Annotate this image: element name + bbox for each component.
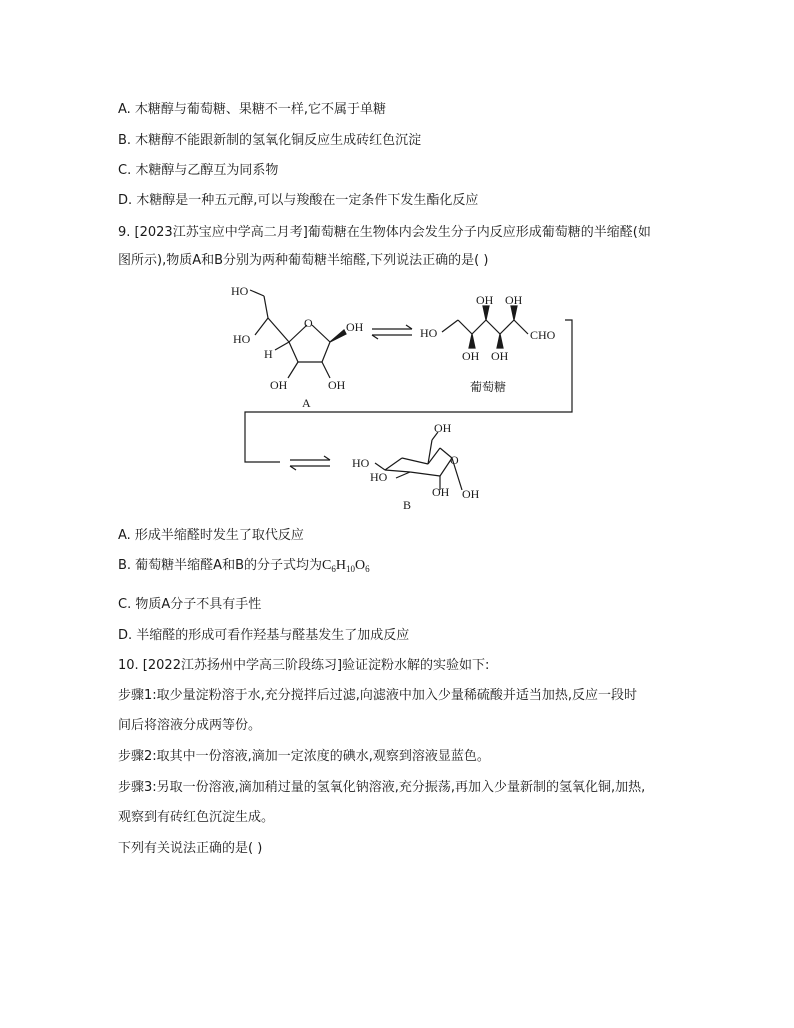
formula-o: O <box>354 558 366 573</box>
fig-label-b: B <box>403 498 412 512</box>
fig-a-oh-right: OH <box>346 320 364 334</box>
q10-stem: 10. [2022江苏扬州中学高三阶段练习]验证淀粉水解的实验如下: <box>118 658 490 673</box>
fig-label-a: A <box>302 396 311 410</box>
fig-a-oh-bottom-left: OH <box>270 378 288 392</box>
fig-glucose-oh-2: OH <box>505 293 523 307</box>
fig-b-oh-bottom: OH <box>432 485 450 499</box>
fig-b-oh-right: OH <box>462 487 480 501</box>
q9-option-b <box>118 557 370 578</box>
fig-glucose-oh-3: OH <box>462 349 480 363</box>
formula-c: C <box>322 558 332 573</box>
fig-a-oh-bottom-right: OH <box>328 378 346 392</box>
fig-b-oh-top: OH <box>434 421 452 435</box>
fig-a-h: H <box>264 347 273 361</box>
q9-option-b-text: B. 葡萄糖半缩醛A和B的分子式均为 <box>118 558 322 573</box>
formula-c-sub: 6 <box>331 564 336 574</box>
q10-step3-line2: 观察到有砖红色沉淀生成。 <box>118 810 275 825</box>
q8-option-d: D. 木糖醇是一种五元醇,可以与羧酸在一定条件下发生酯化反应 <box>118 193 479 208</box>
q10-step2: 步骤2:取其中一份溶液,滴加一定浓度的碘水,观察到溶液显蓝色。 <box>118 749 490 764</box>
fig-a-ho-top: HO <box>231 284 249 298</box>
q9-option-c: C. 物质A分子不具有手性 <box>118 597 262 612</box>
fig-b-ho-1: HO <box>352 456 370 470</box>
q10-question: 下列有关说法正确的是( ) <box>118 841 263 856</box>
q9-stem-line2: 图所示),物质A和B分别为两种葡萄糖半缩醛,下列说法正确的是( ) <box>118 253 489 268</box>
molecular-formula <box>322 558 370 573</box>
fig-b-ho-2: HO <box>370 470 388 484</box>
formula-h-sub: 10 <box>345 564 355 574</box>
formula-o-sub: 6 <box>365 564 370 574</box>
glucose-hemiacetal-figure <box>220 278 580 514</box>
fig-a-ring-o: O <box>304 316 313 330</box>
fig-b-ring-o: O <box>450 453 459 467</box>
q10-step1-line1: 步骤1:取少量淀粉溶于水,充分搅拌后过滤,向滤液中加入少量稀硫酸并适当加热,反应一段时 <box>118 688 638 703</box>
q9-option-d: D. 半缩醛的形成可看作羟基与醛基发生了加成反应 <box>118 628 410 643</box>
q8-option-a: A. 木糖醇与葡萄糖、果糖不一样,它不属于单糖 <box>118 102 387 117</box>
fig-glucose-oh-4: OH <box>491 349 509 363</box>
q10-step1-line2: 间后将溶液分成两等份。 <box>118 718 262 733</box>
q9-option-a: A. 形成半缩醛时发生了取代反应 <box>118 528 304 543</box>
q8-option-c: C. 木糖醇与乙醇互为同系物 <box>118 163 279 178</box>
q8-option-b: B. 木糖醇不能跟新制的氢氧化铜反应生成砖红色沉淀 <box>118 133 422 148</box>
q9-stem-line1: 9. [2023江苏宝应中学高二月考]葡萄糖在生物体内会发生分子内反应形成葡萄糖的半缩醛(如 <box>118 225 651 240</box>
fig-glucose-ho: HO <box>420 326 438 340</box>
fig-a-ho-left: HO <box>233 332 251 346</box>
fig-glucose-oh-1: OH <box>476 293 494 307</box>
formula-h: H <box>335 558 346 573</box>
q10-step3-line1: 步骤3:另取一份溶液,滴加稍过量的氢氧化钠溶液,充分振荡,再加入少量新制的氢氧化铜,加热, <box>118 780 646 795</box>
fig-label-glucose: 葡萄糖 <box>470 380 507 394</box>
fig-glucose-cho: CHO <box>530 328 556 342</box>
